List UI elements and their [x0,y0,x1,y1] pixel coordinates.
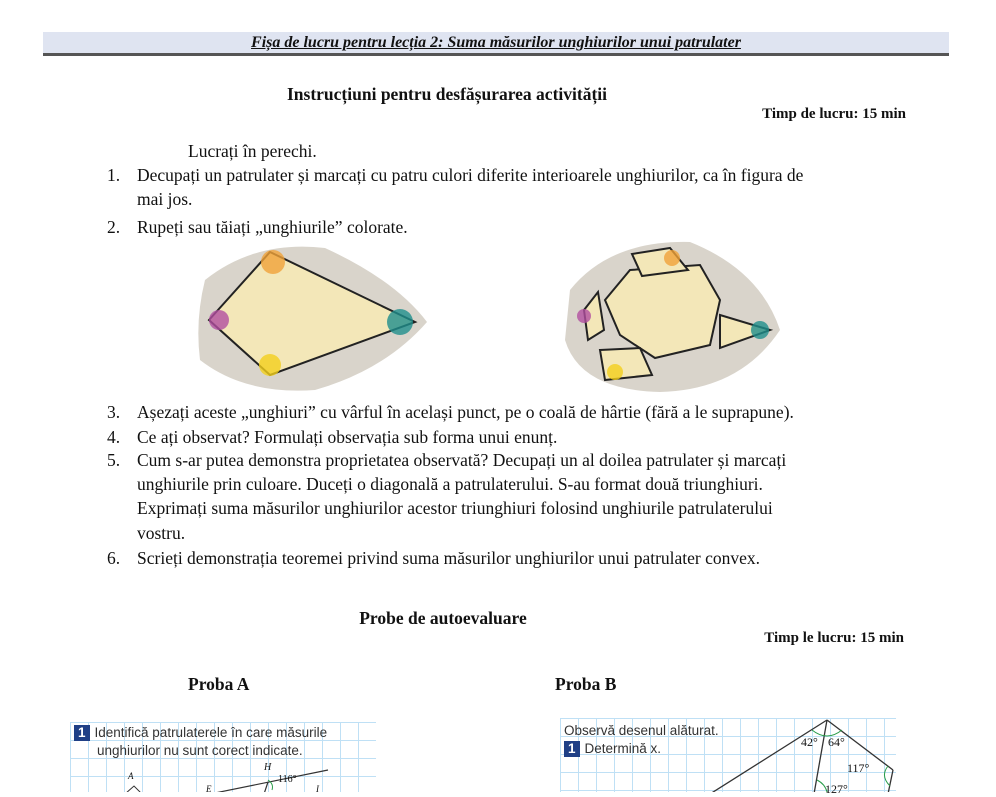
vertex-label: A [128,771,134,781]
item-text: unghiurile prin culoare. Duceți o diagonală a patrulaterului. S-au format două triunghiuri. [137,474,763,494]
vertex-label: H [264,762,272,773]
angle-label: 64° [828,735,845,749]
exercise-line: unghiurilor nu sunt corect indicate. [97,743,303,758]
item-number: 2. [107,217,121,237]
quadrilateral-illustration [195,240,435,400]
item-number: 5. [107,450,121,470]
item-number: 3. [107,402,121,422]
worksheet-header: Fișa de lucru pentru lecția 2: Suma măsurilor unghiurilor unui patrulater [43,32,949,56]
instructions-title: Instrucțiuni pentru desfășurarea activității [286,84,608,104]
vertex-label: E [206,784,212,794]
item-text: Scrieți demonstrația teoremei privind suma măsurilor unghiurilor unui patrulater convex. [137,548,761,568]
intro-text: Lucrați în perechi. [188,141,317,161]
item-text: Decupați un patrulater și marcați cu patru culori diferite interioarele unghiurilor, ca în figura de [137,165,804,185]
proba-a-exercise [70,722,376,792]
proba-b-title: Proba B [555,674,617,694]
exercise-intro: Observă desenul alăturat. [564,723,719,738]
quadrilaterals-figure [70,722,376,792]
torn-angles-illustration [560,240,800,400]
item-number: 6. [107,548,121,568]
item-text: Rupeți sau tăiați „unghiurile” colorate. [137,217,408,237]
angle-label: 42° [801,735,818,749]
item-text: Ce ați observat? Formulați observația sub forma unui enunț. [137,427,558,447]
self-eval-title: Probe de autoevaluare [359,608,527,628]
item-text: Cum s-ar putea demonstra proprietatea observată? Decupați un al doilea patrulater și marcați [137,450,787,470]
item-text: Exprimați suma măsurilor unghiurilor acestor triunghiuri folosind unghiurile patrulaterului [137,498,773,518]
item-text: Așezați aceste „unghiuri” cu vârful în același punct, pe o coală de hârtie (fără a le suprapune). [137,402,794,422]
item-text: mai jos. [137,189,193,209]
angle-label: 116° [278,774,297,785]
vertex-label: I [316,784,319,794]
item-number: 4. [107,427,121,447]
exercise-task: Determină x. [584,741,662,756]
work-time: Timp de lucru: 15 min [762,106,906,122]
proba-b-exercise [560,718,896,796]
item-text: vostru. [137,523,186,543]
item-number: 1. [107,165,121,185]
angles-figure [560,718,896,792]
exercise-line: Identifică patrulaterele în care măsurile [94,725,328,740]
exercise-number-badge: 1 [564,741,580,757]
self-eval-time: Timp le lucru: 15 min [764,630,904,646]
angle-label: 127° [825,782,848,796]
angle-label: 117° [847,761,870,775]
proba-a-title: Proba A [188,674,250,694]
exercise-number-badge: 1 [74,725,90,741]
